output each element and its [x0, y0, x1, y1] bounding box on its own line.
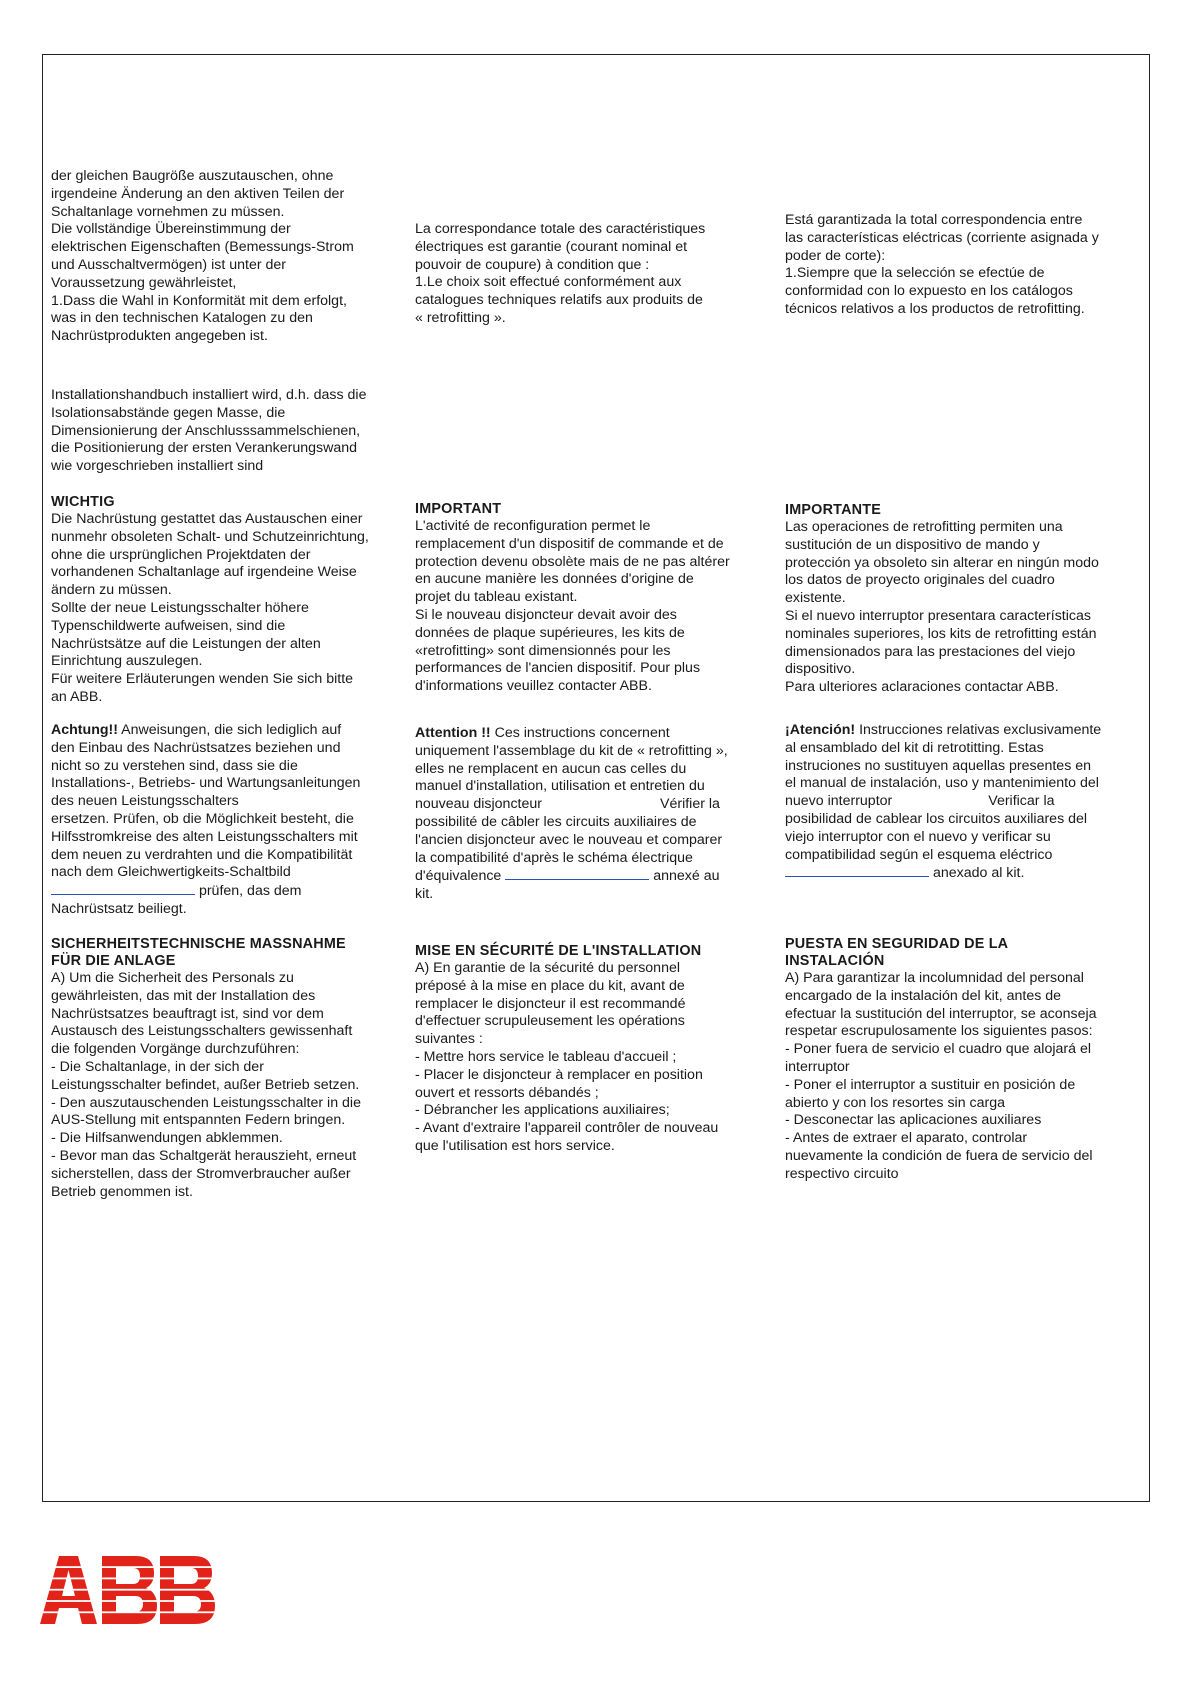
text-line: Si le nouveau disjoncteur devait avoir des: [415, 606, 677, 623]
col1-important-title: WICHTIG: [51, 494, 115, 510]
text-line: nuevamente la condición de fuera de servicio del: [785, 1147, 1093, 1164]
text-line: 1.Le choix soit effectué conformément aux: [415, 274, 682, 291]
text-line: A) En garantie de la sécurité du personnel: [415, 960, 680, 976]
abb-logo-glyphs: [40, 1556, 215, 1624]
col2-intro: [415, 221, 775, 328]
text-line: Nachrüstprodukten angegeben ist.: [51, 328, 268, 345]
col1-safety: [51, 936, 411, 1201]
text-line: en aucune manière les données d'origine de: [415, 571, 694, 588]
text-line: [51, 882, 411, 901]
text-line: Isolationsabstände gegen Masse, die: [51, 404, 286, 421]
col3-intro: [785, 212, 1145, 319]
text-line: den Einbau des Nachrüstsatzes beziehen und: [51, 739, 341, 756]
text-line: compatibilidad según el esquema eléctrico: [785, 846, 1053, 863]
text-line: catalogues techniques relatifs aux produits de: [415, 292, 703, 309]
text-line: Está garantizada la total correspondencia entre: [785, 212, 1083, 228]
col3-important: [785, 502, 1145, 697]
text-line: las características eléctricas (corriente asignada y: [785, 229, 1099, 246]
text-line: conformidad con lo expuesto en los catálogos: [785, 283, 1073, 300]
text-line: sicherstellen, dass der Stromverbraucher außer: [51, 1165, 351, 1182]
text-line: Leistungsschalter befindet, außer Betrieb setzen.: [51, 1076, 360, 1093]
text-line: die folgenden Vorgänge durchzuführen:: [51, 1041, 300, 1058]
text-line: und Ausschaltvermögen) ist unter der: [51, 256, 287, 273]
text-line: - Die Schaltanlage, in der sich der: [51, 1058, 264, 1075]
col2-safety-title: MISE EN SÉCURITÉ DE L'INSTALLATION: [415, 943, 702, 959]
text-line: - Bevor man das Schaltgerät herauszieht, erneut: [51, 1147, 357, 1164]
text-line: instruciones no sustituyen aquellas presentes en: [785, 757, 1092, 774]
text-line: Ces instructions concernent: [490, 725, 670, 741]
text-line: dem neuen zu verdrahten und die Kompatibilität: [51, 846, 353, 863]
col1-attention-label: Achtung!!: [51, 722, 118, 738]
text-line: préposé à la mise en place du kit, avant de: [415, 977, 685, 994]
text-line: nuevo interruptor: [785, 793, 893, 810]
text-line: dimensionados para las prestaciones del viejo: [785, 643, 1076, 660]
text-line: Nachrüstsatzes beauftragt ist, sind vor dem: [51, 1005, 324, 1022]
col3-important-title: IMPORTANTE: [785, 502, 882, 518]
col2-attention-label: Attention !!: [415, 725, 491, 741]
text-line: uniquement l'assemblage du kit de « retrofitting »,: [415, 742, 728, 759]
col3-attention: [785, 722, 1145, 883]
text-line: Die vollständige Übereinstimmung der: [51, 221, 291, 238]
text-line: anexado al kit.: [929, 865, 1025, 882]
text-line: des neuen Leistungsschalters: [51, 793, 239, 810]
text-line: Hilfsstromkreise des alten Leistungsschalters mit: [51, 828, 358, 845]
col2-safety: [415, 943, 775, 1156]
text-line: efectuar la sustitución del interruptor, se aconseja: [785, 1005, 1097, 1022]
col3-safety-title: PUESTA EN SEGURIDAD DE LA: [785, 936, 1009, 952]
col2-attention: [415, 725, 775, 904]
text-line: Voraussetzung gewährleistet,: [51, 274, 237, 291]
text-line: gewährleisten, das mit der Installation des: [51, 987, 316, 1004]
text-line: elektrischen Eigenschaften (Bemessungs-Strom: [51, 239, 354, 256]
text-line: Typenschildwerte aufweisen, sind die: [51, 617, 286, 634]
text-line: Verificar la: [988, 793, 1055, 810]
text-line: Para ulteriores aclaraciones contactar ABB.: [785, 679, 1059, 696]
text-line: A) Para garantizar la incolumnidad del personal: [785, 970, 1084, 986]
text-line: was in den technischen Katalogen zu den: [51, 310, 313, 327]
text-line: pouvoir de coupure) à condition que :: [415, 256, 650, 273]
col1-safety-title: SICHERHEITSTECHNISCHE MASSNAHME: [51, 936, 346, 952]
text-line: técnicos relativos a los productos de retrofitting.: [785, 300, 1085, 317]
text-line: que l'utilisation est hors service.: [415, 1137, 615, 1154]
text-line: FÜR DIE ANLAGE: [51, 953, 176, 969]
col1-intro: [51, 168, 411, 346]
text-line: 1.Dass die Wahl in Konformität mit dem erfolgt,: [51, 292, 347, 309]
text-line: [785, 793, 1145, 811]
text-line: viejo interruptor con el nuevo y verificar su: [785, 828, 1051, 845]
text-line: - Desconectar las aplicaciones auxiliares: [785, 1112, 1042, 1129]
text-line: nunmehr obsoleten Schalt- und Schutzeinrichtung,: [51, 528, 369, 545]
text-line: los datos de proyecto originales del cuadro: [785, 572, 1055, 589]
text-line: 1.Siempre que la selección se efectúe de: [785, 265, 1045, 282]
text-line: el manual de instalación, uso y mantenimiento del: [785, 775, 1099, 792]
text-line: prüfen, das dem: [195, 883, 302, 900]
text-line: Dimensionierung der Anschlusssammelschienen,: [51, 422, 361, 439]
text-line: [785, 722, 1145, 740]
text-line: [785, 864, 1145, 883]
text-line: - Mettre hors service le tableau d'accueil ;: [415, 1048, 677, 1065]
text-line: électriques est garantie (courant nominal et: [415, 238, 688, 255]
text-line: ohne die ursprünglichen Projektdaten der: [51, 546, 311, 563]
text-line: die Positionierung der ersten Verankerungswand: [51, 440, 358, 457]
text-line: existente.: [785, 590, 846, 607]
text-line: al ensamblado del kit di retrotitting. Estas: [785, 739, 1044, 756]
text-line: nouveau disjoncteur: [415, 796, 542, 813]
text-line: Anweisungen, die sich lediglich auf: [117, 722, 342, 738]
text-line: suivantes :: [415, 1031, 483, 1048]
text-line: sustitución de un dispositivo de mando y: [785, 536, 1040, 553]
text-line: Für weitere Erläuterungen wenden Sie sich bitte: [51, 671, 354, 688]
text-line: «retrofitting» sont dimensionnés pour les: [415, 642, 671, 659]
text-line: d'équivalence: [415, 868, 502, 885]
text-line: posibilidad de cablear los circuitos auxiliares del: [785, 810, 1088, 827]
text-line: Die Nachrüstung gestattet das Austauschen einer: [51, 511, 363, 527]
text-line: elles ne remplacent en aucun cas celles du: [415, 760, 687, 777]
text-line: irgendeine Änderung an den aktiven Teilen der: [51, 185, 345, 202]
text-line: données de plaque supérieures, les kits de: [415, 624, 685, 641]
text-line: - Antes de extraer el aparato, controlar: [785, 1130, 1028, 1147]
text-line: - Poner el interruptor a sustituir en posición de: [785, 1076, 1076, 1093]
text-line: d'effectuer scrupuleusement les opérations: [415, 1013, 685, 1030]
text-line: Instrucciones relativas exclusivamente: [855, 722, 1102, 738]
text-line: an ABB.: [51, 688, 103, 705]
text-line: projet du tableau existant.: [415, 589, 578, 606]
text-line: respectivo circuito: [785, 1165, 899, 1182]
text-line: - Den auszutauschenden Leistungsschalter in die: [51, 1094, 361, 1111]
col2-diagram-link[interactable]: [505, 867, 649, 880]
text-line: « retrofitting ».: [415, 309, 506, 326]
text-line: nominales superiores, los kits de retrofitting están: [785, 625, 1097, 642]
text-line: d'informations veuillez contacter ABB.: [415, 678, 652, 695]
text-line: Installations-, Betriebs- und Wartungsanleitungen: [51, 775, 361, 792]
text-line: protection devenu obsolète mais de ne pas altérer: [415, 553, 730, 570]
text-line: la compatibilité d'après le schéma électrique: [415, 849, 693, 866]
text-line: Austausch des Leistungsschalters gewissenhaft: [51, 1023, 353, 1040]
text-line: L'activité de reconfiguration permet le: [415, 518, 651, 534]
col1-attention: [51, 722, 411, 919]
text-line: annexé au: [649, 868, 720, 885]
text-line: remplacement d'un dispositif de commande et de: [415, 535, 724, 552]
text-line: - Avant d'extraire l'appareil contrôler de nouveau: [415, 1120, 719, 1137]
text-line: wie vorgeschrieben installiert sind: [51, 458, 264, 475]
text-line: interruptor: [785, 1058, 850, 1075]
text-line: Nachrüstsätze auf die Leistungen der alten: [51, 635, 321, 652]
text-line: La correspondance totale des caractéristiques: [415, 221, 706, 237]
text-line: nach dem Gleichwertigkeits-Schaltbild: [51, 864, 291, 881]
text-line: der gleichen Baugröße auszutauschen, ohne: [51, 168, 334, 184]
col1-install: [51, 387, 411, 476]
col3-diagram-link[interactable]: [785, 864, 929, 877]
col2-important-title: IMPORTANT: [415, 501, 502, 517]
text-line: Las operaciones de retrofitting permiten una: [785, 519, 1063, 535]
text-line: [415, 796, 775, 814]
text-line: kit.: [415, 886, 434, 903]
text-line: [415, 867, 775, 886]
col2-important: [415, 501, 775, 696]
text-line: Betrieb genommen ist.: [51, 1183, 193, 1200]
text-line: abierto y con los resortes sin carga: [785, 1094, 1006, 1111]
text-line: encargado de la instalación del kit, antes de: [785, 987, 1062, 1004]
text-line: nicht so zu verstehen sind, dass sie die: [51, 757, 298, 774]
text-line: remplacer le disjoncteur il est recommandé: [415, 995, 686, 1012]
text-line: AUS-Stellung mit entspannten Federn bringen.: [51, 1112, 346, 1129]
text-line: vorhandenen Schaltanlage auf irgendeine Weise: [51, 564, 357, 581]
text-line: poder de corte):: [785, 247, 886, 264]
text-line: Si el nuevo interruptor presentara características: [785, 607, 1091, 624]
text-line: - Placer le disjoncteur à remplacer en position: [415, 1066, 703, 1083]
text-line: Schaltanlage vornehmen zu müssen.: [51, 203, 285, 220]
text-line: - Débrancher les applications auxiliaires;: [415, 1102, 670, 1119]
abb-logo: [40, 1556, 216, 1624]
text-line: ändern zu müssen.: [51, 582, 172, 599]
text-line: manuel d'installation, utilisation et entretien du: [415, 778, 705, 795]
text-line: dispositivo.: [785, 661, 856, 678]
text-line: protección ya obsoleto sin alterar en ningún modo: [785, 554, 1099, 571]
text-line: performances de l'ancien dispositif. Pour plus: [415, 660, 701, 677]
text-line: - Poner fuera de servicio el cuadro que alojará el: [785, 1041, 1091, 1058]
text-line: A) Um die Sicherheit des Personals zu: [51, 970, 294, 986]
text-line: INSTALACIÓN: [785, 953, 885, 969]
col1-diagram-link[interactable]: [51, 882, 195, 895]
text-line: Einrichtung auszulegen.: [51, 653, 203, 670]
text-line: ouvert et ressorts débandés ;: [415, 1084, 599, 1101]
text-line: Sollte der neue Leistungsschalter höhere: [51, 599, 309, 616]
text-line: ersetzen. Prüfen, ob die Möglichkeit besteht, die: [51, 810, 354, 827]
text-line: Vérifier la: [660, 796, 720, 813]
text-line: possibilité de câbler les circuits auxiliaires de: [415, 813, 697, 830]
text-line: - Die Hilfsanwendungen abklemmen.: [51, 1130, 283, 1147]
col3-safety: [785, 936, 1145, 1184]
text-line: Nachrüstsatz beiliegt.: [51, 900, 187, 917]
text-line: [51, 722, 411, 740]
text-line: [415, 725, 775, 743]
col1-important: [51, 494, 411, 707]
col3-attention-label: ¡Atención!: [785, 722, 856, 738]
text-line: l'ancien disjoncteur avec le nouveau et comparer: [415, 831, 723, 848]
text-line: respetar escrupulosamente los siguientes pasos:: [785, 1023, 1093, 1040]
text-line: Installationshandbuch installiert wird, d.h. dass die: [51, 387, 367, 403]
